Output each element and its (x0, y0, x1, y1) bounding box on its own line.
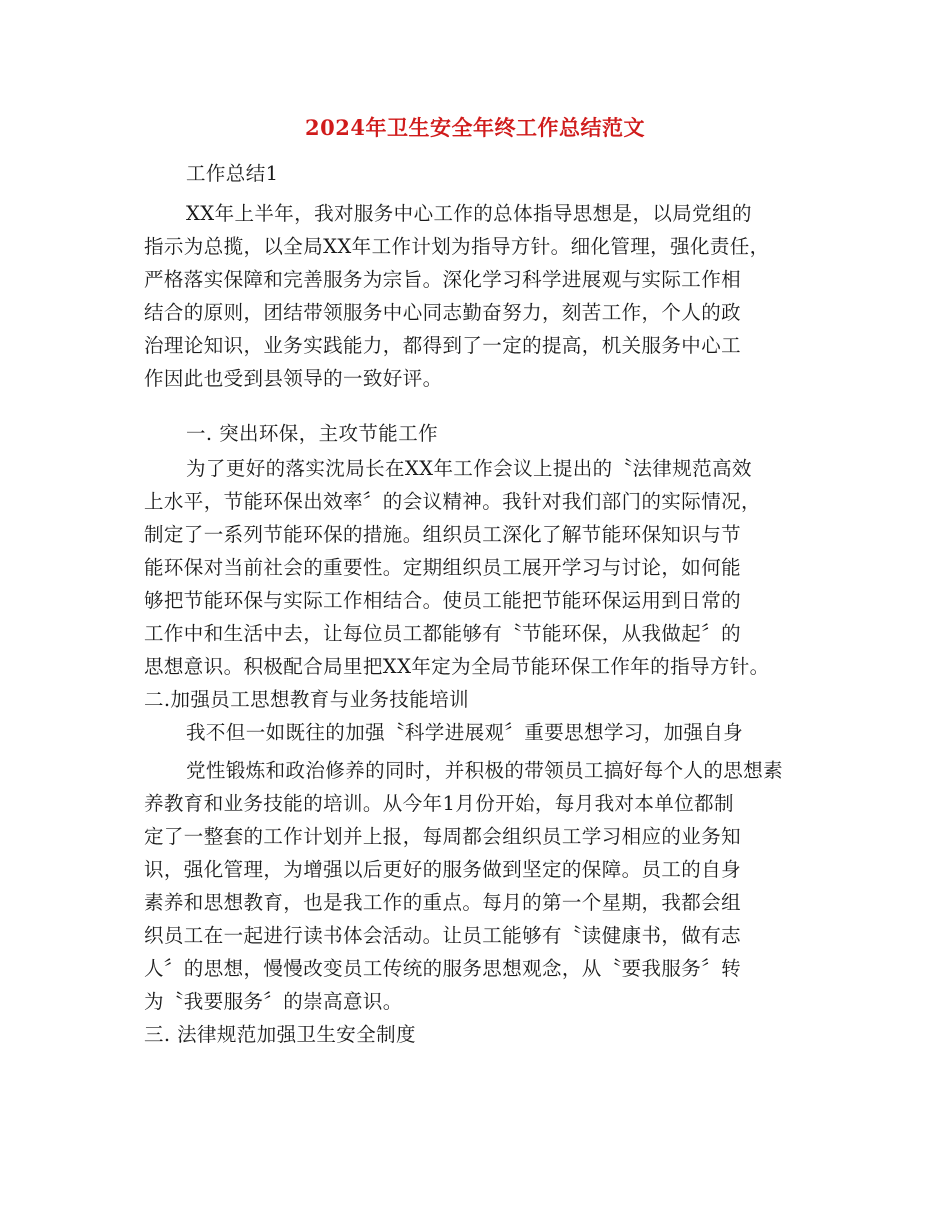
paragraph-line: 制定了一系列节能环保的措施。组织员工深化了解节能环保知识与节 (144, 523, 742, 546)
paragraph-line: 工作中和生活中去，让每位员工都能够有〝节能环保，从我做起〞的 (144, 622, 742, 645)
paragraph-line: 养教育和业务技能的培训。从今年1月份开始，每月我对本单位都制 (144, 792, 734, 815)
section-heading-1: 一. 突出环保，主攻节能工作 (186, 422, 438, 445)
paragraph-line: 识，强化管理，为增强以后更好的服务做到坚定的保障。员工的自身 (144, 858, 742, 881)
section-heading-work-summary: 工作总结1 (186, 162, 279, 185)
paragraph-line: 作因此也受到县领导的一致好评。 (144, 367, 443, 390)
paragraph-line: 能环保对当前社会的重要性。定期组织员工展开学习与讨论，如何能 (144, 556, 742, 579)
paragraph-line: 为〝我要服务〞的崇高意识。 (144, 990, 403, 1013)
section-heading-2: 我不但一如既往的加强〝科学进展观〞重要思想学习，加强自身 (186, 721, 744, 744)
paragraph-line: 思想意识。积极配合局里把XX年定为全局节能环保工作年的指导方针。 (144, 655, 770, 678)
paragraph-line: 够把节能环保与实际工作相结合。使员工能把节能环保运用到日常的 (144, 589, 742, 612)
paragraph-line: 三. 法律规范加强卫生安全制度 (144, 1023, 416, 1046)
paragraph-line: 素养和思想教育，也是我工作的重点。每月的第一个星期，我都会组 (144, 891, 742, 914)
paragraph-line: 定了一整套的工作计划并上报，每周都会组织员工学习相应的业务知 (144, 825, 742, 848)
paragraph-line: 治理论知识，业务实践能力，都得到了一定的提高，机关服务中心工 (144, 334, 742, 357)
paragraph-line: 织员工在一起进行读书体会活动。让员工能够有〝读健康书，做有志 (144, 924, 742, 947)
document-title: 2024年卫生安全年终工作总结范文 (305, 115, 645, 140)
paragraph-line: 结合的原则，团结带领服务中心同志勤奋努力，刻苦工作，个人的政 (144, 301, 742, 324)
paragraph-line: 党性锻炼和政治修养的同时，并积极的带领员工搞好每个人的思想素 (186, 759, 784, 782)
paragraph-line: 二.加强员工思想教育与业务技能培训 (144, 688, 469, 711)
paragraph-line: 人〞的思想，慢慢改变员工传统的服务思想观念，从〝要我服务〞转 (144, 957, 742, 980)
paragraph-line: 上水平，节能环保出效率〞的会议精神。我针对我们部门的实际情况， (144, 490, 761, 513)
paragraph-line: XX年上半年，我对服务中心工作的总体指导思想是，以局党组的 (186, 202, 752, 225)
paragraph-line: 为了更好的落实沈局长在XX年工作会议上提出的〝法律规范高效 (186, 457, 752, 480)
paragraph-line: 指示为总揽，以全局XX年工作计划为指导方针。细化管理，强化责任， (144, 235, 770, 258)
paragraph-line: 严格落实保障和完善服务为宗旨。深化学习科学进展观与实际工作相 (144, 268, 742, 291)
